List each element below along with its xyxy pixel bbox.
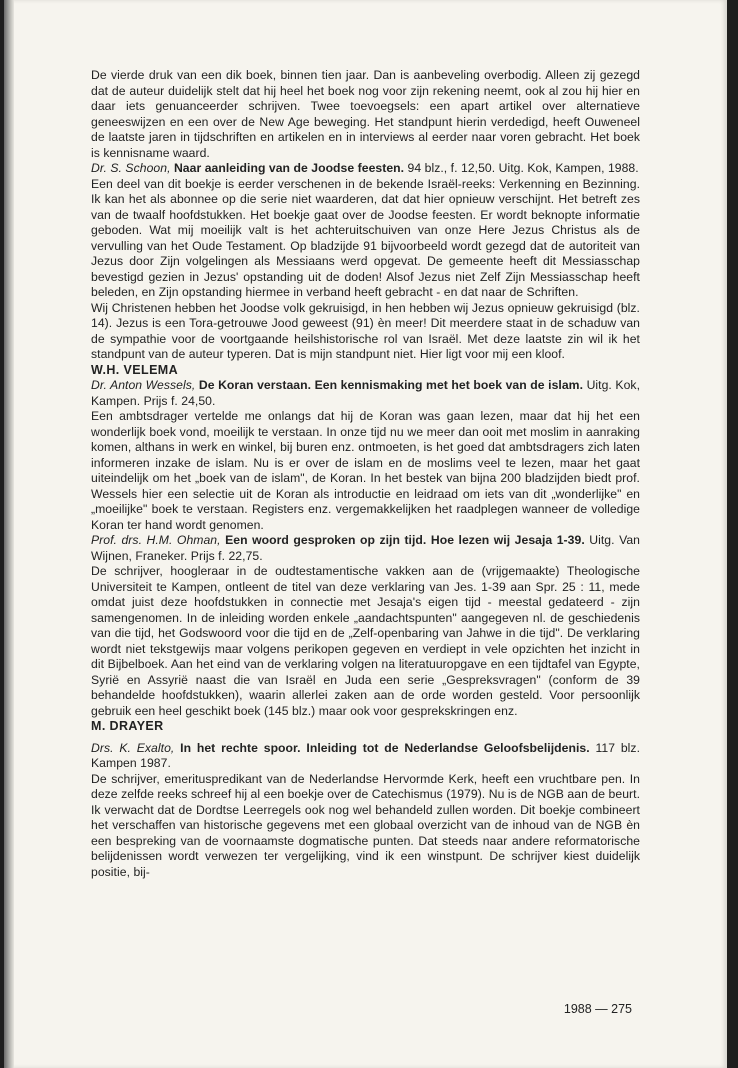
review-publication: 117 blz. Kampen 1987. — [91, 740, 641, 770]
paragraph: Wij Christenen hebben het Joodse volk gekruisigd, in hen hebben wij Jezus opnieuw gekruisigd (blz. 14). Jezus is een Tora-getrouwe Jood geweest (91) èn meer! Dit meerdere staat in de schaduw van de sympathie voor de voortgaande heilshistorische rol van Israël. Met deze laatste zin wil ik het standpunt van de auteur typeren. Dat is mijn standpunt niet. Hier ligt voor mij een kloof. — [91, 300, 640, 361]
reviewer-signature: W.H. VELEMA — [91, 362, 179, 377]
document-page — [4, 0, 727, 1068]
paragraph: De vierde druk van een dik boek, binnen tien jaar. Dan is aanbeveling overbodig. Alleen zij gezegd dat de auteur duidelijk stelt dat hij heel het boek nog voor zijn rekening neemt, ook al zou hij hier en daar iets genuanceerder schrijven. Twee toevoegsels: een apart artikel over alternatieve geneeswijzen en een over de New Age beweging. Het standpunt hierin verdedigd, heeft Ouweneel de laatste jaren in tijdschriften en artikelen en in interviews al eerder naar voren gebracht. Het boek is kennisname waard. — [91, 68, 640, 160]
review-author: Dr. S. Schoon, — [91, 161, 171, 175]
review-title: De Koran verstaan. Een kennismaking met het boek van de islam. — [198, 378, 584, 392]
reviewer-signature: M. DRAYER — [91, 719, 164, 733]
review-author: Dr. Anton Wessels, — [91, 378, 196, 392]
article-body — [91, 68, 640, 880]
review-heading — [91, 533, 640, 564]
review-title: In het rechte spoor. Inleiding tot de Nederlandse Geloofsbelijdenis. — [180, 740, 590, 755]
review-publication: Uitg. Kok, Kampen. Prijs f. 24,50. — [91, 378, 641, 408]
review-author: Drs. K. Exalto, — [91, 740, 175, 755]
review-title: Naar aanleiding van de Joodse feesten. — [173, 161, 405, 175]
paragraph: Een ambtsdrager vertelde me onlangs dat hij de Koran was gaan lezen, maar dat hij het een wonderlijk boek vond, moeilijk te verstaan. In onze tijd nu we meer dan ooit met moslim in aanraking komen, althans in werk en winkel, bij buren enz. ontmoeten, is het goed dat ambtsdragers zich laten informeren inzake de islam. Nu is er over de islam en de moslims veel te lezen, maar het gaat uiteindelijk om het „boek van de islam", de Koran. In het bestek van bijna 200 bladzijden biedt prof. Wessels hier een selectie uit de Koran als introductie en leidraad om iets van dit „wonderlijke" en „moeilijke" boek te verstaan. Registers enz. vergemakkelijken het raadplegen wanneer de volledige Koran ter hand wordt genomen. — [91, 409, 640, 532]
review-heading — [91, 378, 640, 409]
paragraph: Een deel van dit boekje is eerder verschenen in de bekende Israël-reeks: Verkenning en Bezinning. Ik kan het als abonnee op die serie niet waarderen, dat dat hier opnieuw verschijnt. Het betreft zes van de twaalf hoofdstukken. Het boekje gaat over de Joodse feesten. Er wordt beknopte informatie geboden. Wat mij moeilijk valt is het achteruitschuiven van onze Here Jezus Christus als de vervulling van het Oude Testament. Op bladzijde 91 bijvoorbeeld wordt gezegd dat de autoriteit van Jezus door Zijn volgelingen als Messiaans werd opgevat. De gemeente heeft dit Messiasschap bevestigd gezien in Jezus' opstanding uit de doden! Alsof Jezus niet Zelf Zijn Messiasschap heeft beleden, en Zijn opstanding hiermee in verband heeft gebracht - en dat naar de Schriften. — [91, 176, 640, 299]
review-title: Een woord gesproken op zijn tijd. Hoe lezen wij Jesaja 1-39. — [225, 533, 585, 547]
review-heading — [91, 741, 640, 772]
review-author: Prof. drs. H.M. Ohman, — [91, 533, 221, 547]
review-publication: 94 blz., f. 12,50. Uitg. Kok, Kampen, 1988. — [407, 161, 639, 175]
page-number: 1988 — 275 — [563, 1002, 632, 1016]
paragraph: De schrijver, emerituspredikant van de Nederlandse Hervormde Kerk, heeft een vruchtbare pen. In deze zelfde reeks schreef hij al een boekje over de Catechismus (1979). Nu is de NGB aan de beurt. Ik verwacht dat de Dordtse Leerregels ook nog wel behandeld zullen worden. Dit boekje combineert het verschaffen van historische gegevens met een globaal overzicht van de inhoud van de NGB èn een bespreking van de voornaamste dogmatische punten. Dat steeds naar andere reformatorische belijdenissen wordt verwezen ter vergelijking, vind ik een winstpunt. De schrijver kiest duidelijk positie, bij- — [91, 771, 640, 879]
review-heading — [91, 161, 640, 177]
review-publication: Uitg. Van Wijnen, Franeker. Prijs f. 22,75. — [91, 533, 641, 563]
paragraph: De schrijver, hoogleraar in de oudtestamentische vakken aan de (vrijgemaakte) Theologische Universiteit te Kampen, ontleent de titel van deze verklaring van Jes. 1-39 aan Spr. 25 : 11, mede omdat juist deze hoofdstukken in connectie met Jesaja's eigen tijd - meestal gedateerd - zijn samengenomen. In de inleiding worden enkele „aandachtspunten" aangegeven nl. de geschiedenis van die tijd, het Godswoord voor die tijd en de „Zelf-openbaring van Jahwe in die tijd". De verklaring wordt niet tekstgewijs maar volgens perikopen gegeven en verdiept in vele opzichten het inzicht in dit Bijbelboek. Aan het eind van de verklaring volgen na literatuuropgave en een tijdtafel van Egypte, Syrië en Assyrië naast die van Israël en Juda een serie „Gespreksvragen" (conform de 39 behandelde hoofdstukken), waarin allerlei zaken aan de orde worden gesteld. Voor persoonlijk gebruik een heel geschikt boek (145 blz.) maar ook voor gesprekskringen enz. — [91, 564, 640, 718]
binding-edge — [4, 0, 14, 1068]
